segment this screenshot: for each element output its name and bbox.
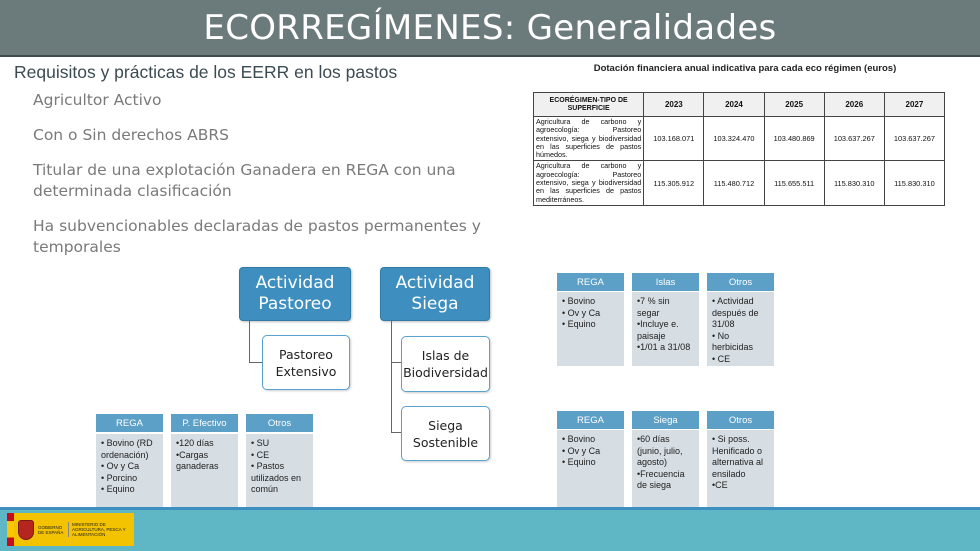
requirement-item: Con o Sin derechos ABRS xyxy=(33,126,229,144)
siega-sostenible-box: Siega Sostenible xyxy=(401,406,490,461)
card-line: • Actividad después de 31/08 xyxy=(712,296,762,329)
card-line: • Ov y Ca xyxy=(562,307,601,318)
page-title: ECORREGÍMENES: Generalidades xyxy=(203,7,777,48)
card-line: • Si poss. Henificado o alternativa al ensilado xyxy=(712,434,766,479)
footer-band xyxy=(0,510,980,551)
card-line: •120 días xyxy=(176,438,214,448)
table-header-row xyxy=(534,93,945,117)
card-line: • Porcino xyxy=(101,472,138,483)
section-subtitle: Requisitos y prácticas de los EERR en los pastos xyxy=(14,62,398,82)
pastoreo-activity-header: Actividad Pastoreo xyxy=(239,267,351,321)
card-line: • CE xyxy=(712,353,731,364)
card-line: •Cargas ganaderas xyxy=(176,449,219,471)
coat-of-arms-icon xyxy=(18,520,34,540)
card-line: •CE xyxy=(712,480,728,490)
card-body xyxy=(171,434,238,508)
card-line: •60 días (junio, julio, agosto) xyxy=(637,434,686,467)
column-header: 2025 xyxy=(764,93,824,117)
card-line: • Equino xyxy=(101,484,135,494)
column-header: 2026 xyxy=(824,93,884,117)
row-label: Agricultura de carbono y agroecología: Pastoreo extensivo, siega y biodiversidad en las superficies de pastos húmedos. xyxy=(534,117,644,161)
column-header: 2023 xyxy=(644,93,704,117)
card-body xyxy=(707,292,774,366)
card-line: • Ov y Ca xyxy=(101,461,140,471)
card-header: Islas xyxy=(632,273,699,291)
card-header: Otros xyxy=(707,273,774,291)
card-line: •1/01 a 31/08 xyxy=(637,342,691,352)
card-line: • Bovino xyxy=(562,296,596,306)
table-cell: 103.637.267 xyxy=(884,117,944,161)
card-body xyxy=(632,430,699,510)
table-cell: 115.830.310 xyxy=(824,161,884,205)
card-line: • CE xyxy=(251,449,270,460)
card-line: • No herbicidas xyxy=(712,330,754,352)
card-line: •Frecuencia de siega xyxy=(637,468,688,490)
table-cell: 103.637.267 xyxy=(824,117,884,161)
card-line: • Bovino xyxy=(562,434,596,444)
card-body xyxy=(707,430,774,510)
table-cell: 103.168.071 xyxy=(644,117,704,161)
table-cell: 115.480.712 xyxy=(704,161,764,205)
ministry-label: MINISTERIO DE AGRICULTURA, PESCA Y ALIMENTACIÓN xyxy=(68,522,128,537)
card-line: • Bovino (RD ordenación) xyxy=(101,438,156,460)
spain-flag-icon xyxy=(7,513,14,546)
row-label: Agricultura de carbono y agroecología: Pastoreo extensivo, siega y biodiversidad en las superficies de pastos mediterráneos. xyxy=(534,161,644,205)
card-body xyxy=(557,430,624,510)
card-line: • Equino xyxy=(562,319,596,329)
card-body xyxy=(96,434,163,508)
card-line: • SU xyxy=(251,438,270,448)
siega-activity-header: Actividad Siega xyxy=(380,267,490,321)
funding-table xyxy=(533,92,945,206)
table-cell: 115.830.310 xyxy=(884,161,944,205)
requirement-item: Titular de una explotación Ganadera en REGA con una determinada clasificación xyxy=(33,161,456,200)
ministry-logo xyxy=(7,513,134,546)
card-line: •7 % sin segar xyxy=(637,296,673,318)
pastoreo-extensivo-box: Pastoreo Extensivo xyxy=(262,335,350,390)
table-row xyxy=(534,117,945,161)
requirement-item: Agricultor Activo xyxy=(33,91,162,109)
funding-table-title: Dotación financiera anual indicativa para cada eco régimen (euros) xyxy=(593,63,897,74)
card-line: • Ov y Ca xyxy=(562,445,601,456)
column-header: 2027 xyxy=(884,93,944,117)
government-label: GOBIERNO DE ESPAÑA xyxy=(38,524,64,535)
card-line: • Pastos utilizados en común xyxy=(251,461,304,494)
table-cell: 103.324.470 xyxy=(704,117,764,161)
card-header: REGA xyxy=(96,414,163,432)
card-body xyxy=(246,434,313,508)
column-header: 2024 xyxy=(704,93,764,117)
diagram-connector xyxy=(249,321,262,363)
table-cell: 103.480.869 xyxy=(764,117,824,161)
requirements-list xyxy=(33,90,503,272)
card-header: Otros xyxy=(246,414,313,432)
requirement-item: Ha subvencionables declaradas de pastos permanentes y temporales xyxy=(33,217,481,256)
card-header: Otros xyxy=(707,411,774,429)
card-body xyxy=(557,292,624,366)
card-header: REGA xyxy=(557,411,624,429)
table-cell: 115.305.912 xyxy=(644,161,704,205)
table-cell: 115.655.511 xyxy=(764,161,824,205)
card-line: •Incluye e. paisaje xyxy=(637,319,682,341)
card-header: P. Efectivo xyxy=(171,414,238,432)
card-header: REGA xyxy=(557,273,624,291)
column-header: ECORÉGIMEN-TIPO DE SUPERFICIE xyxy=(534,93,644,117)
card-line: • Equino xyxy=(562,457,596,467)
diagram-connector xyxy=(391,321,401,433)
title-bar xyxy=(0,0,980,57)
card-header: Siega xyxy=(632,411,699,429)
table-row xyxy=(534,161,945,205)
islas-biodiversidad-box: Islas de Biodiversidad xyxy=(401,336,490,392)
card-body xyxy=(632,292,699,366)
